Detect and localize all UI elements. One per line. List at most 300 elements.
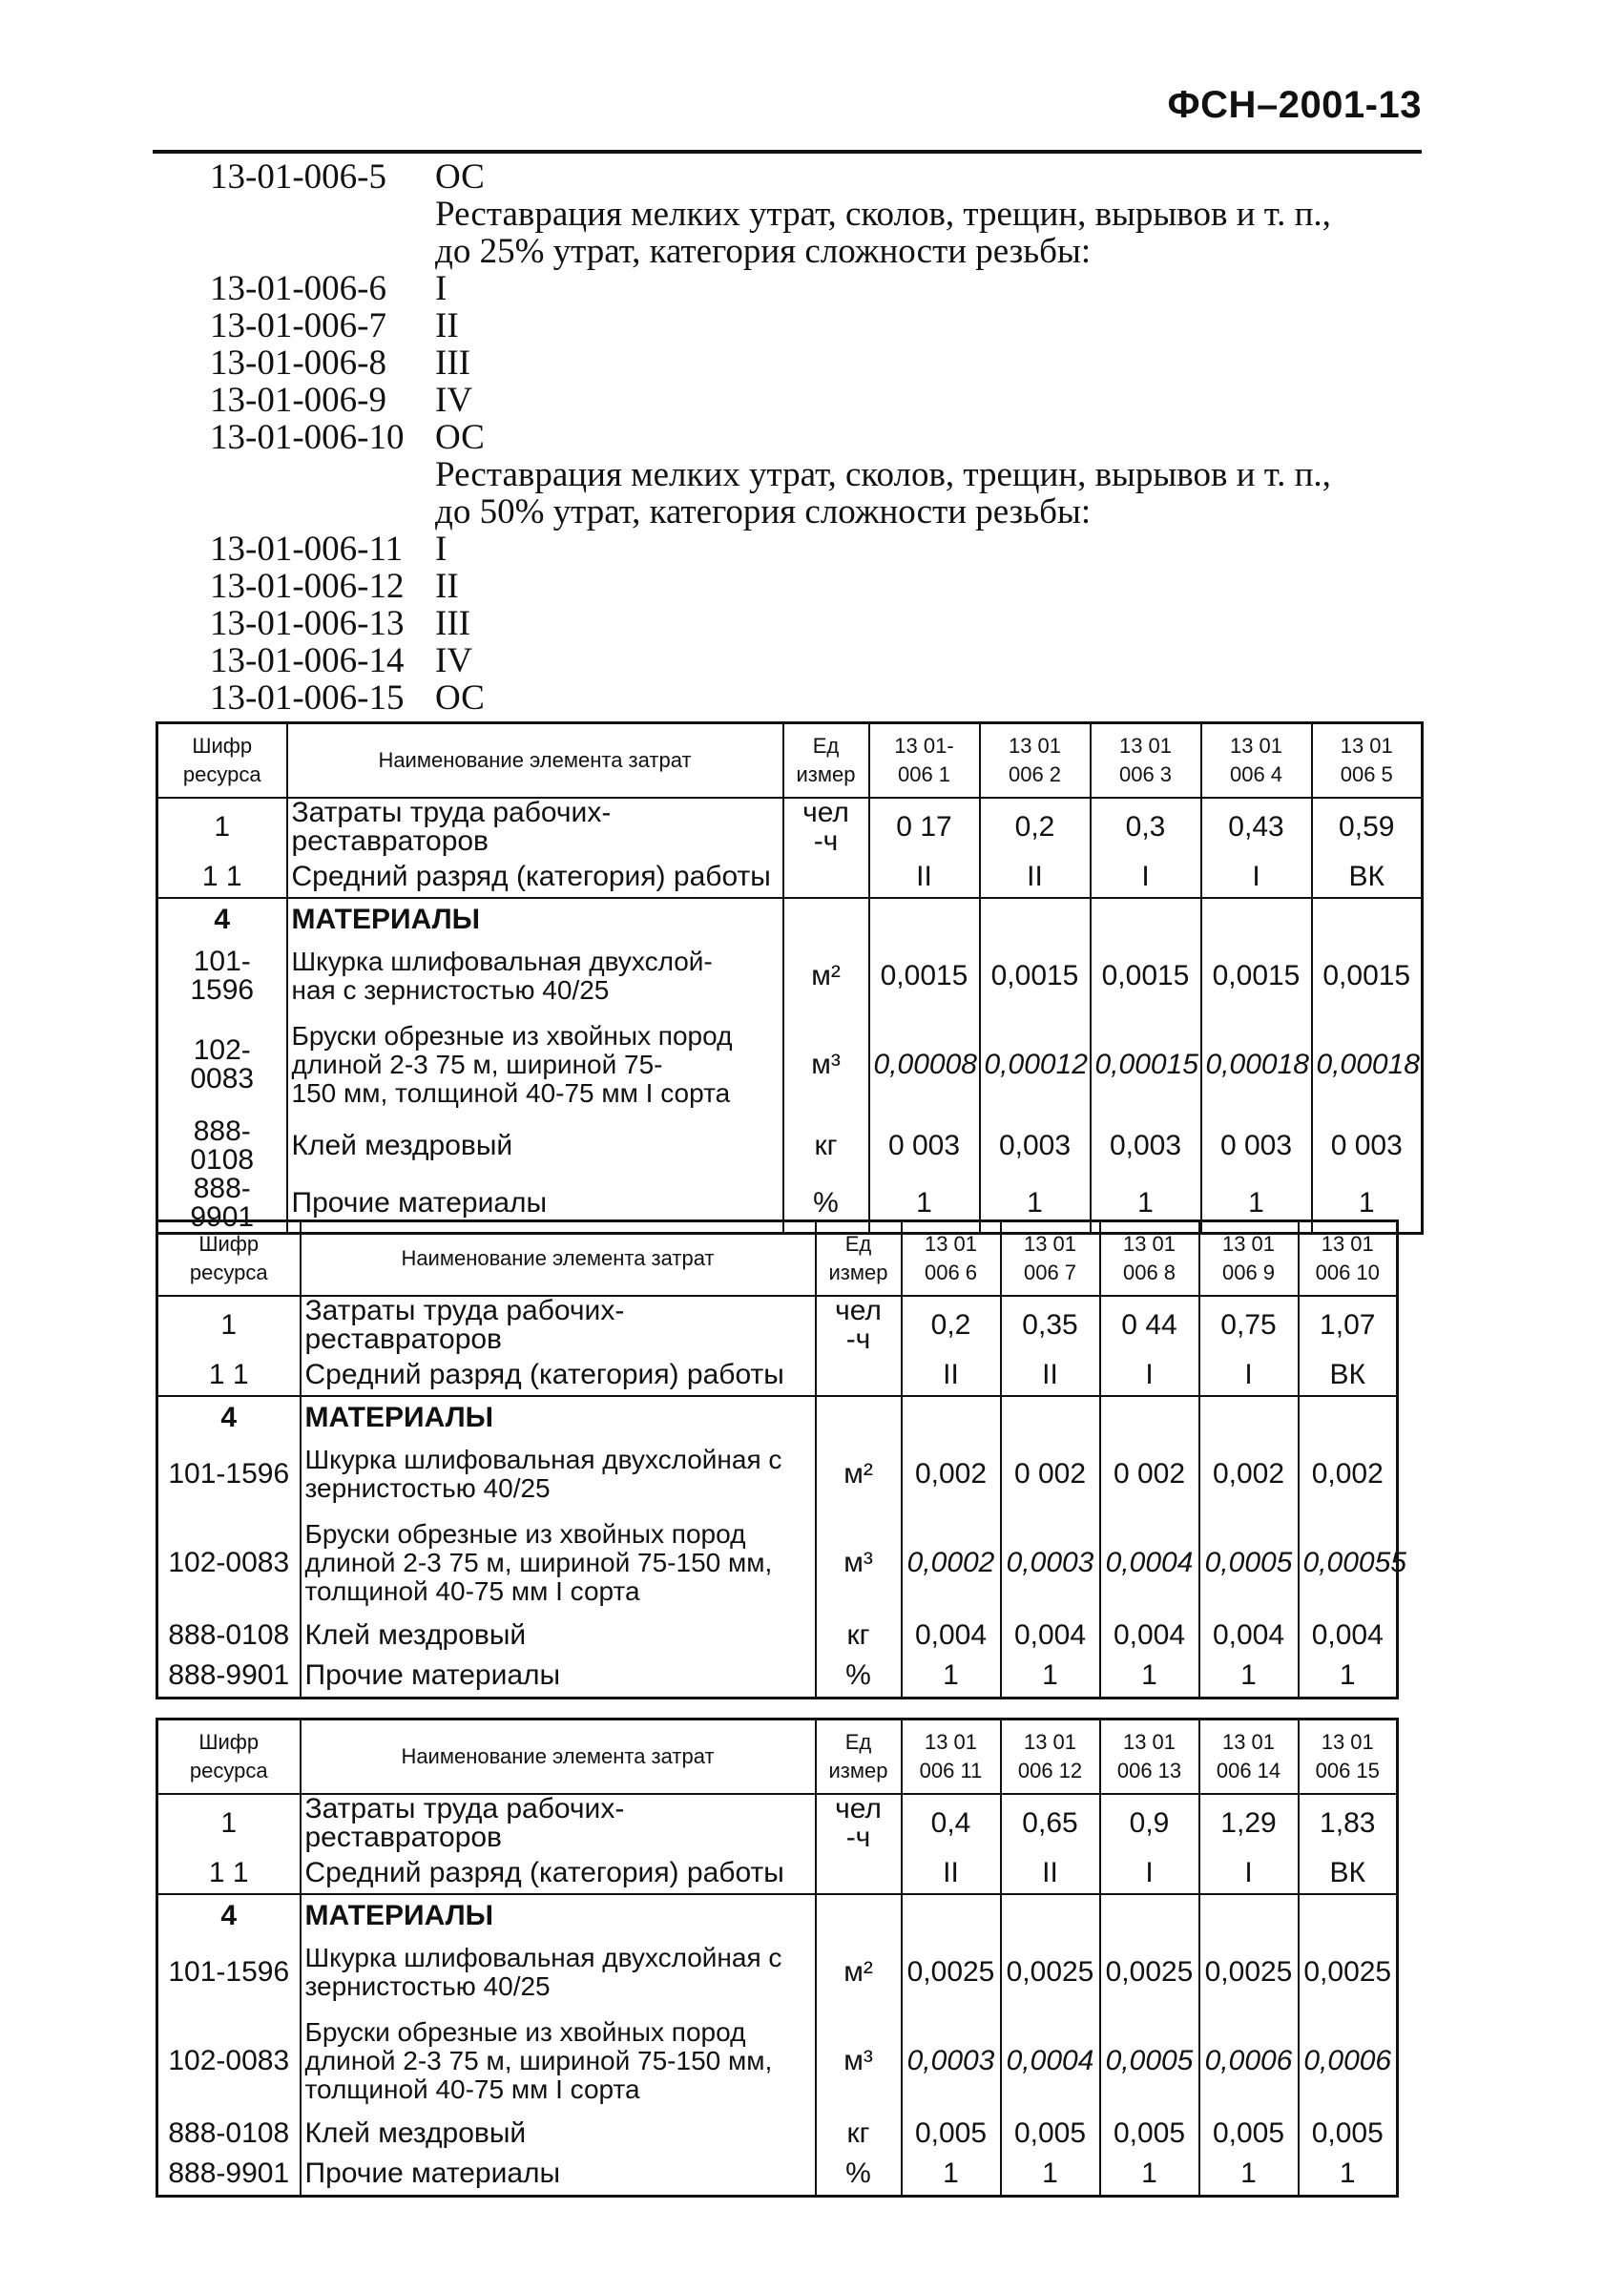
unit-cell: м³ xyxy=(816,2009,902,2114)
table-header-row xyxy=(157,723,1423,799)
code-line xyxy=(210,605,1422,642)
cost-element-name-line: Шкурка шлифовальная двухслойная с xyxy=(304,1943,782,1972)
header-unit xyxy=(816,1221,902,1297)
unit-cell: м² xyxy=(816,1438,902,1511)
resource-code-cell: 101-1596 xyxy=(157,940,287,1012)
description-text: Реставрация мелких утрат, сколов, трещин, вырывов и т. п., xyxy=(435,195,1331,234)
cost-element-name-line: Клей мездровый xyxy=(291,1130,513,1161)
cost-element-name-cell xyxy=(301,1396,816,1438)
norm-value-cell: 0,0006 xyxy=(1299,2009,1398,2114)
table-header-row xyxy=(157,1221,1398,1297)
norm-value-cell: 0,9 xyxy=(1100,1794,1199,1852)
norm-value-cell: 0,0002 xyxy=(902,1511,1001,1615)
resource-code-cell: 888-0108 xyxy=(157,1117,287,1175)
norm-value-cell xyxy=(1199,1396,1299,1438)
table-row xyxy=(157,1794,1398,1852)
cost-element-name-line: Бруски обрезные из хвойных пород xyxy=(291,1021,733,1051)
norm-value-cell xyxy=(1091,898,1201,940)
norm-value-cell: 1 xyxy=(980,1175,1091,1234)
code-description-line xyxy=(210,196,1422,233)
norm-value-cell: 1,83 xyxy=(1299,1794,1398,1852)
cost-element-name-cell xyxy=(287,940,783,1012)
header-resource-code-line: ресурса xyxy=(182,762,261,786)
cost-element-name-cell xyxy=(301,1354,816,1396)
norm-value-cell: 1 xyxy=(1001,2154,1100,2196)
header-norm-column xyxy=(1299,1720,1398,1795)
resource-code-cell: 101-1596 xyxy=(157,1936,301,2009)
norm-code: 13-01-006-8 xyxy=(210,344,386,383)
header-norm-column-line: 006 2 xyxy=(1008,762,1062,786)
table-row xyxy=(157,1296,1398,1354)
table-row xyxy=(157,2009,1398,2114)
cost-element-name-cell xyxy=(287,898,783,940)
header-unit-line: измер xyxy=(796,762,856,786)
header-norm-column xyxy=(1299,1221,1398,1297)
unit-cell: м³ xyxy=(816,1511,902,1615)
unit-cell xyxy=(816,1396,902,1438)
cost-element-name-line: Бруски обрезные из хвойных пород xyxy=(304,2017,746,2047)
page-header xyxy=(153,78,1422,154)
unit-cell: % xyxy=(816,2154,902,2196)
table-row xyxy=(157,1438,1398,1511)
norm-value-cell: 0,0003 xyxy=(902,2009,1001,2114)
norm-code: 13-01-006-13 xyxy=(210,604,405,643)
unit-cell xyxy=(816,1354,902,1396)
header-resource-code xyxy=(157,1720,301,1795)
norm-value-cell: 0,0005 xyxy=(1100,2009,1199,2114)
norm-value-cell: I xyxy=(1199,1852,1299,1894)
complexity-category: I xyxy=(435,269,448,308)
unit-cell: % xyxy=(783,1175,869,1234)
header-norm-column-line: 13 01 xyxy=(1008,734,1062,758)
norm-value-cell: 0,0025 xyxy=(1299,1936,1398,2009)
unit-cell xyxy=(816,1894,902,1936)
norm-value-cell: 0,0004 xyxy=(1001,2009,1100,2114)
header-norm-column-line: 13 01 xyxy=(1118,734,1173,758)
header-norm-column-line: 13 01 xyxy=(1023,1730,1077,1754)
unit-cell: м³ xyxy=(783,1012,869,1117)
norm-value-cell: II xyxy=(869,856,980,898)
cost-element-name-cell xyxy=(301,2114,816,2154)
description-text: Реставрация мелких утрат, сколов, трещин, вырывов и т. п., xyxy=(435,455,1331,494)
document-code: ФСН–2001-13 xyxy=(1167,84,1422,126)
cost-element-name-cell xyxy=(287,798,783,856)
header-norm-column-line: 13 01 xyxy=(1122,1730,1176,1754)
header-norm-column xyxy=(1199,1720,1299,1795)
cost-element-name-line: МАТЕРИАЛЫ xyxy=(291,903,481,935)
table-row xyxy=(157,1012,1423,1117)
unit-cell: кг xyxy=(783,1117,869,1175)
norm-value-cell: 0,005 xyxy=(1100,2114,1199,2154)
resource-code-cell: 102-0083 xyxy=(157,1511,301,1615)
cost-element-name-line: толщиной 40-75 мм I сорта xyxy=(304,1576,640,1606)
header-unit-line: Ед xyxy=(812,734,840,758)
table-row xyxy=(157,1511,1398,1615)
complexity-category: II xyxy=(435,567,459,606)
header-norm-column-line: 006 8 xyxy=(1122,1261,1176,1284)
header-norm-column-line: 006 15 xyxy=(1315,1759,1380,1782)
norm-value-cell: 0,0004 xyxy=(1100,1511,1199,1615)
norm-value-cell: 0,00055 xyxy=(1299,1511,1398,1615)
cost-element-name-line: 150 мм, толщиной 40-75 мм I сорта xyxy=(291,1078,731,1108)
header-norm-column-line: 13 01- xyxy=(894,734,954,758)
cost-element-name-line: Затраты труда рабочих-реставраторов xyxy=(304,1793,625,1853)
norm-value-cell: 0,0025 xyxy=(902,1936,1001,2009)
norm-value-cell xyxy=(1299,1396,1398,1438)
code-description-line xyxy=(210,233,1422,270)
norm-value-cell: 1 xyxy=(1201,1175,1312,1234)
header-cost-element-name-line: Наименование элемента затрат xyxy=(378,748,692,772)
norm-value-cell: ВК xyxy=(1299,1354,1398,1396)
unit-cell xyxy=(816,1852,902,1894)
header-norm-column xyxy=(902,1221,1001,1297)
cost-element-name-line: толщиной 40-75 мм I сорта xyxy=(304,2074,640,2104)
header-norm-column-line: 006 9 xyxy=(1221,1261,1276,1284)
table-row xyxy=(157,1396,1398,1438)
header-unit-line: Ед xyxy=(844,1730,872,1754)
cost-element-name-line: Клей мездровый xyxy=(304,2117,527,2149)
norm-value-cell: 1,07 xyxy=(1299,1296,1398,1354)
code-line xyxy=(210,158,1422,196)
table-row xyxy=(157,1852,1398,1894)
cost-element-name-line: Средний разряд (категория) работы xyxy=(304,1856,784,1888)
norm-code: 13-01-006-14 xyxy=(210,641,405,680)
header-cost-element-name-line: Наименование элемента затрат xyxy=(401,1744,715,1768)
unit-cell xyxy=(783,898,869,940)
norm-value-cell xyxy=(1299,1894,1398,1936)
norm-value-cell: 0,003 xyxy=(980,1117,1091,1175)
cost-element-name-line: длиной 2-3 75 м, шириной 75-150 мм, xyxy=(304,2046,773,2075)
header-resource-code xyxy=(157,723,287,799)
norm-code: 13-01-006-10 xyxy=(210,418,405,457)
code-line xyxy=(210,270,1422,307)
description-text: до 50% утрат, категория сложности резьбы: xyxy=(435,492,1092,532)
norm-value-cell xyxy=(1001,1894,1100,1936)
unit-cell: чел -ч xyxy=(783,798,869,856)
norm-value-cell: 1 xyxy=(902,2154,1001,2196)
norm-value-cell: I xyxy=(1091,856,1201,898)
header-norm-column-line: 13 01 xyxy=(1321,1730,1374,1754)
resource-code-cell: 4 xyxy=(157,1894,301,1936)
norm-value-cell: 0,0003 xyxy=(1001,1511,1100,1615)
norm-value-cell: II xyxy=(980,856,1091,898)
norm-value-cell: I xyxy=(1100,1354,1199,1396)
norm-code: 13-01-006-7 xyxy=(210,306,386,345)
norm-value-cell: 1 xyxy=(1299,1656,1398,1698)
norm-value-cell: 0 003 xyxy=(1201,1117,1312,1175)
cost-element-name-cell xyxy=(301,1656,816,1698)
code-description-line xyxy=(210,456,1422,493)
header-unit-line: измер xyxy=(828,1759,888,1782)
norm-value-cell: 0,4 xyxy=(902,1794,1001,1852)
unit-cell: чел -ч xyxy=(816,1296,902,1354)
norm-value-cell: 0,0015 xyxy=(1091,940,1201,1012)
norm-value-cell: 0,0025 xyxy=(1001,1936,1100,2009)
header-norm-column-line: 006 4 xyxy=(1229,762,1283,786)
norm-table xyxy=(156,1718,1399,2198)
header-unit xyxy=(783,723,869,799)
norm-value-cell: 0,3 xyxy=(1091,798,1201,856)
header-resource-code-line: ресурса xyxy=(189,1261,268,1284)
header-norm-column xyxy=(1001,1720,1100,1795)
norm-value-cell: 1 xyxy=(902,1656,1001,1698)
norm-value-cell: 1 xyxy=(1199,2154,1299,2196)
table-header-row xyxy=(157,1720,1398,1795)
norm-code: 13-01-006-15 xyxy=(210,678,405,718)
norm-value-cell xyxy=(902,1894,1001,1936)
resource-code-cell: 888-9901 xyxy=(157,1656,301,1698)
norm-value-cell: 0,00012 xyxy=(980,1012,1091,1117)
header-norm-column xyxy=(1091,723,1201,799)
norm-value-cell: 1 xyxy=(1091,1175,1201,1234)
cost-element-name-line: Прочие материалы xyxy=(304,1659,561,1692)
cost-element-name-cell xyxy=(301,1511,816,1615)
cost-element-name-line: зернистостью 40/25 xyxy=(304,1473,551,1503)
header-norm-column xyxy=(1100,1720,1199,1795)
complexity-category: IV xyxy=(435,641,473,680)
norm-value-cell: 0,00015 xyxy=(1091,1012,1201,1117)
cost-element-name-line: длиной 2-3 75 м, шириной 75-150 мм, xyxy=(304,1548,773,1577)
norm-value-cell: 0,004 xyxy=(1100,1615,1199,1656)
header-norm-column-line: 13 01 xyxy=(1221,1232,1276,1256)
cost-element-name-cell xyxy=(301,1794,816,1852)
code-line xyxy=(210,344,1422,382)
resource-code-cell: 888-9901 xyxy=(157,2154,301,2196)
norm-value-cell: 0,002 xyxy=(902,1438,1001,1511)
header-norm-column-line: 13 01 xyxy=(1229,734,1283,758)
table-row xyxy=(157,1615,1398,1656)
code-line xyxy=(210,568,1422,605)
header-resource-code-line: ресурса xyxy=(189,1759,268,1782)
table-row xyxy=(157,1936,1398,2009)
cost-element-name-line: МАТЕРИАЛЫ xyxy=(304,1899,494,1931)
norm-value-cell: 0,005 xyxy=(1001,2114,1100,2154)
norm-value-cell: 0,0006 xyxy=(1199,2009,1299,2114)
header-unit-line: Ед xyxy=(844,1232,872,1256)
header-norm-column xyxy=(1201,723,1312,799)
norm-value-cell: 0,2 xyxy=(980,798,1091,856)
norm-value-cell: ВК xyxy=(1299,1852,1398,1894)
norm-value-cell: II xyxy=(902,1852,1001,1894)
norm-value-cell xyxy=(902,1396,1001,1438)
header-norm-column-line: 13 01 xyxy=(1122,1232,1176,1256)
resource-code-cell: 102-0083 xyxy=(157,1012,287,1117)
code-line xyxy=(210,382,1422,419)
header-resource-code xyxy=(157,1221,301,1297)
norm-value-cell: ВК xyxy=(1312,856,1423,898)
norm-value-cell xyxy=(1001,1396,1100,1438)
norm-value-cell: 0,002 xyxy=(1299,1438,1398,1511)
complexity-category: ОС xyxy=(435,418,485,457)
cost-element-name-line: Бруски обрезные из хвойных пород xyxy=(304,1519,746,1549)
resource-code-cell: 888-0108 xyxy=(157,1615,301,1656)
cost-element-name-line: Шкурка шлифовальная двухслой- xyxy=(291,947,713,976)
norm-value-cell xyxy=(869,898,980,940)
norm-code: 13-01-006-11 xyxy=(210,530,404,569)
header-norm-column-line: 006 13 xyxy=(1116,1759,1182,1782)
norm-value-cell xyxy=(1199,1894,1299,1936)
header-cost-element-name xyxy=(301,1221,816,1297)
norm-value-cell: II xyxy=(1001,1354,1100,1396)
norm-value-cell: 0,35 xyxy=(1001,1296,1100,1354)
cost-element-name-line: Шкурка шлифовальная двухслойная с xyxy=(304,1445,782,1474)
norm-value-cell: 1 xyxy=(1312,1175,1423,1234)
table-row xyxy=(157,1894,1398,1936)
code-line xyxy=(210,679,1422,717)
table-row xyxy=(157,798,1423,856)
header-norm-column-line: 006 1 xyxy=(897,762,951,786)
norm-value-cell: 1 xyxy=(1100,2154,1199,2196)
header-cost-element-name-line: Наименование элемента затрат xyxy=(401,1246,715,1270)
norm-value-cell xyxy=(1201,898,1312,940)
norm-value-cell: 0,002 xyxy=(1199,1438,1299,1511)
norm-value-cell: 1 xyxy=(1001,1656,1100,1698)
cost-element-name-cell xyxy=(301,1615,816,1656)
table-row xyxy=(157,940,1423,1012)
norm-value-cell: 0 003 xyxy=(869,1117,980,1175)
norm-value-cell: 1 xyxy=(869,1175,980,1234)
norm-value-cell: 0 002 xyxy=(1001,1438,1100,1511)
cost-element-name-line: Прочие материалы xyxy=(291,1187,548,1219)
unit-cell: чел -ч xyxy=(816,1794,902,1852)
norm-value-cell: 0,005 xyxy=(1299,2114,1398,2154)
norm-value-cell: 0,0025 xyxy=(1100,1936,1199,2009)
header-norm-column-line: 13 01 xyxy=(1023,1232,1077,1256)
norm-value-cell xyxy=(1100,1396,1199,1438)
table-row xyxy=(157,1656,1398,1698)
header-norm-column xyxy=(902,1720,1001,1795)
norm-value-cell: 0,003 xyxy=(1091,1117,1201,1175)
cost-element-name-cell xyxy=(301,1438,816,1511)
header-norm-column-line: 13 01 xyxy=(1321,1232,1374,1256)
norm-value-cell: I xyxy=(1100,1852,1199,1894)
code-line xyxy=(210,642,1422,679)
table-row xyxy=(157,856,1423,898)
resource-code-cell: 102-0083 xyxy=(157,2009,301,2114)
norm-value-cell: 0,00018 xyxy=(1312,1012,1423,1117)
header-norm-column-line: 006 6 xyxy=(924,1261,978,1284)
header-norm-column-line: 006 14 xyxy=(1216,1759,1281,1782)
norm-value-cell: 0 17 xyxy=(869,798,980,856)
resource-code-cell: 1 1 xyxy=(157,1852,301,1894)
norm-value-cell: 0,43 xyxy=(1201,798,1312,856)
norm-code: 13-01-006-12 xyxy=(210,567,405,606)
cost-element-name-line: Средний разряд (категория) работы xyxy=(304,1358,784,1390)
norm-value-cell: 0,59 xyxy=(1312,798,1423,856)
norm-value-cell: I xyxy=(1201,856,1312,898)
norm-value-cell: 0,005 xyxy=(1199,2114,1299,2154)
resource-code-cell: 4 xyxy=(157,1396,301,1438)
header-resource-code-line: Шифр xyxy=(192,734,253,758)
table-row xyxy=(157,1117,1423,1175)
norm-value-cell: 0,004 xyxy=(1199,1615,1299,1656)
norm-value-cell: 0,004 xyxy=(1299,1615,1398,1656)
header-norm-column xyxy=(1199,1221,1299,1297)
complexity-category: ОС xyxy=(435,157,485,197)
norm-value-cell xyxy=(1100,1894,1199,1936)
norm-value-cell: II xyxy=(1001,1852,1100,1894)
norm-value-cell: 0,0025 xyxy=(1199,1936,1299,2009)
header-norm-column-line: 13 01 xyxy=(924,1730,978,1754)
cost-element-name-line: Затраты труда рабочих-реставраторов xyxy=(291,797,612,857)
cost-element-name-line: Прочие материалы xyxy=(304,2157,561,2190)
description-text: до 25% утрат, категория сложности резьбы: xyxy=(435,232,1092,271)
norm-value-cell: 0,65 xyxy=(1001,1794,1100,1852)
header-cost-element-name xyxy=(287,723,783,799)
header-norm-column xyxy=(1001,1221,1100,1297)
norm-code: 13-01-006-5 xyxy=(210,157,386,197)
norm-value-cell xyxy=(1312,898,1423,940)
resource-code-cell: 101-1596 xyxy=(157,1438,301,1511)
norm-value-cell: 0 002 xyxy=(1100,1438,1199,1511)
header-norm-column-line: 006 5 xyxy=(1340,762,1393,786)
norm-value-cell xyxy=(980,898,1091,940)
resource-code-cell: 4 xyxy=(157,898,287,940)
code-description-line xyxy=(210,493,1422,531)
code-line xyxy=(210,307,1422,344)
cost-element-name-line: Клей мездровый xyxy=(304,1619,527,1651)
norm-value-cell: 1 xyxy=(1299,2154,1398,2196)
norm-value-cell: 0,005 xyxy=(902,2114,1001,2154)
norm-value-cell: 0,004 xyxy=(902,1615,1001,1656)
norm-value-cell: 0 003 xyxy=(1312,1117,1423,1175)
norm-value-cell: 1 xyxy=(1100,1656,1199,1698)
norm-value-cell: 0,0005 xyxy=(1199,1511,1299,1615)
cost-element-name-cell xyxy=(287,1117,783,1175)
cost-element-name-cell xyxy=(301,2154,816,2196)
table-row xyxy=(157,2154,1398,2196)
cost-element-name-cell xyxy=(287,856,783,898)
cost-element-name-cell xyxy=(301,1894,816,1936)
table-row xyxy=(157,2114,1398,2154)
table-row xyxy=(157,898,1423,940)
norm-value-cell: 0,0015 xyxy=(1201,940,1312,1012)
norm-table xyxy=(156,721,1424,1235)
header-norm-column-line: 006 3 xyxy=(1118,762,1173,786)
norm-value-cell: 0,75 xyxy=(1199,1296,1299,1354)
cost-element-name-cell xyxy=(287,1012,783,1117)
norm-value-cell: 0,0015 xyxy=(1312,940,1423,1012)
header-norm-column xyxy=(980,723,1091,799)
norm-value-cell: 1 xyxy=(1199,1656,1299,1698)
resource-code-cell: 888-9901 xyxy=(157,1175,287,1234)
complexity-category: III xyxy=(435,604,470,643)
code-line xyxy=(210,531,1422,568)
cost-element-name-line: МАТЕРИАЛЫ xyxy=(304,1401,494,1433)
norm-value-cell: 0,004 xyxy=(1001,1615,1100,1656)
norm-value-cell: 0,00018 xyxy=(1201,1012,1312,1117)
header-norm-column-line: 13 01 xyxy=(924,1232,978,1256)
complexity-category: IV xyxy=(435,381,473,420)
header-norm-column-line: 006 12 xyxy=(1017,1759,1083,1782)
resource-code-cell: 1 xyxy=(157,1296,301,1354)
complexity-category: III xyxy=(435,344,470,383)
cost-element-name-cell xyxy=(301,1852,816,1894)
norm-value-cell: 0,2 xyxy=(902,1296,1001,1354)
header-norm-column xyxy=(1100,1221,1199,1297)
norm-value-cell: II xyxy=(902,1354,1001,1396)
cost-element-name-cell xyxy=(301,1296,816,1354)
unit-cell xyxy=(783,856,869,898)
header-norm-column-line: 006 10 xyxy=(1315,1261,1380,1284)
unit-cell: кг xyxy=(816,1615,902,1656)
cost-element-name-line: зернистостью 40/25 xyxy=(304,1971,551,2001)
header-resource-code-line: Шифр xyxy=(198,1730,260,1754)
header-norm-column xyxy=(869,723,980,799)
unit-cell: кг xyxy=(816,2114,902,2154)
norm-table xyxy=(156,1219,1406,1699)
unit-cell: м² xyxy=(783,940,869,1012)
